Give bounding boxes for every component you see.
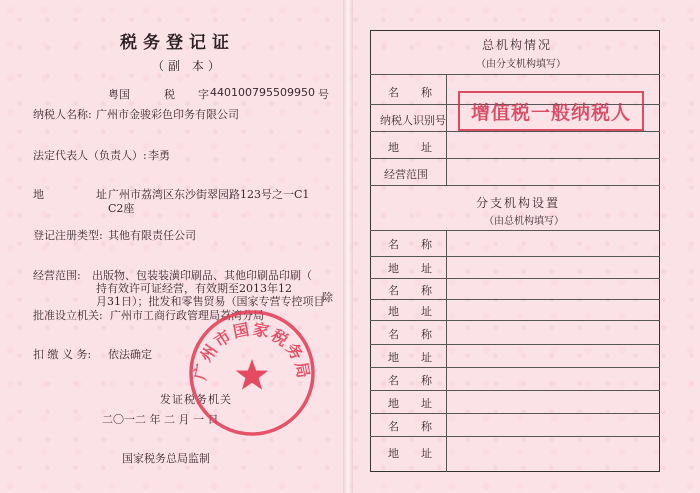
branch-row-line	[370, 413, 660, 414]
scope-line-3: 月31日）；批发和零售贸易（国家专营专控项目	[96, 295, 325, 308]
taxpayer-value: 广州市金骏彩色印务有限公司	[96, 108, 239, 121]
branch-row-line	[370, 256, 660, 257]
branch-row-line	[370, 344, 660, 345]
hq-row-line	[370, 158, 660, 159]
seal-text: 广州市国家税务局	[190, 319, 314, 382]
branch-addr-label-1: 地 址	[388, 262, 432, 275]
certificate-title: 税务登记证	[120, 33, 235, 53]
branch-name-label-4: 名 称	[388, 374, 432, 387]
branch-name-label-1: 名 称	[388, 238, 432, 251]
legal-rep-label: 法定代表人（负责人）:	[33, 149, 147, 162]
address-value-2: C2座	[108, 202, 135, 215]
reg-char: 字	[198, 88, 209, 101]
hq-tax-id-label: 纳税人识别号	[380, 114, 446, 127]
branch-row-line	[370, 367, 660, 368]
branch-row-line	[370, 390, 660, 391]
address-label-2: 址	[96, 188, 107, 201]
branch-title: 分支机构设置	[476, 196, 561, 210]
issuer-label: 发证税务机关	[160, 393, 232, 406]
branch-row-line	[370, 320, 660, 321]
hq-scope-label: 经营范围	[384, 168, 428, 181]
approval-value: 广州市工商行政管理局荔湾分局	[110, 309, 264, 322]
branch-row-line	[370, 436, 660, 437]
reg-suffix: 号	[318, 88, 329, 101]
hq-row-line	[370, 74, 660, 75]
withholding-value: 依法确定	[108, 348, 152, 361]
page-fold	[343, 0, 353, 493]
branch-row-line	[370, 278, 660, 279]
reg-number: 440100795509950	[210, 86, 315, 99]
reg-type-label: 登记注册类型:	[33, 229, 103, 242]
branch-subtitle: （由总机构填写）	[484, 216, 564, 227]
branch-name-label-3: 名 称	[388, 328, 432, 341]
branch-addr-label-5: 地 址	[388, 447, 432, 460]
hq-col-line	[446, 74, 447, 185]
branch-addr-label-3: 地 址	[388, 351, 432, 364]
reg-type-value: 其他有限责任公司	[108, 229, 196, 242]
hq-name-label: 名 称	[388, 86, 432, 99]
branch-name-label-2: 名 称	[388, 284, 432, 297]
reg-prefix: 粤国	[108, 88, 130, 101]
scope-line-1: 出版物、包装装潢印刷品、其他印刷品印刷（	[92, 269, 312, 282]
supervisor-footer: 国家税务总局监制	[122, 452, 210, 465]
taxpayer-label: 纳税人名称:	[33, 108, 92, 121]
branch-col-line	[446, 230, 447, 472]
official-seal-icon	[186, 307, 318, 439]
approval-label: 批准设立机关:	[33, 309, 103, 322]
branch-row-line	[370, 299, 660, 300]
branch-addr-label-2: 地 址	[388, 305, 432, 318]
branch-name-label-5: 名 称	[388, 420, 432, 433]
hq-row-line	[370, 185, 660, 186]
branch-addr-label-4: 地 址	[388, 397, 432, 410]
branch-row-line	[370, 230, 660, 231]
legal-rep-value: 李勇	[148, 149, 170, 162]
hq-row-line	[370, 131, 660, 132]
hq-address-label: 地 址	[388, 141, 432, 154]
reg-label: 税	[164, 88, 175, 101]
hq-subtitle: （由分支机构填写）	[476, 59, 566, 70]
scope-label: 经营范围:	[33, 269, 81, 282]
issue-date: 二〇一二 年 二 月 一 日	[102, 413, 219, 426]
address-value-1: 广州市荔湾区东沙街翠园路123号之一C1	[108, 188, 310, 201]
address-label-1: 地	[33, 188, 44, 201]
vat-general-taxpayer-stamp: 增值税一般纳税人	[458, 91, 644, 131]
certificate-subtitle: （副 本）	[152, 59, 224, 73]
hq-title: 总机构情况	[482, 38, 553, 52]
withholding-label: 扣 缴 义 务:	[33, 348, 92, 361]
scope-line-2: 持有效许可证经营，有效期至2013年12	[96, 282, 292, 295]
scope-line-4: 除	[322, 291, 333, 304]
